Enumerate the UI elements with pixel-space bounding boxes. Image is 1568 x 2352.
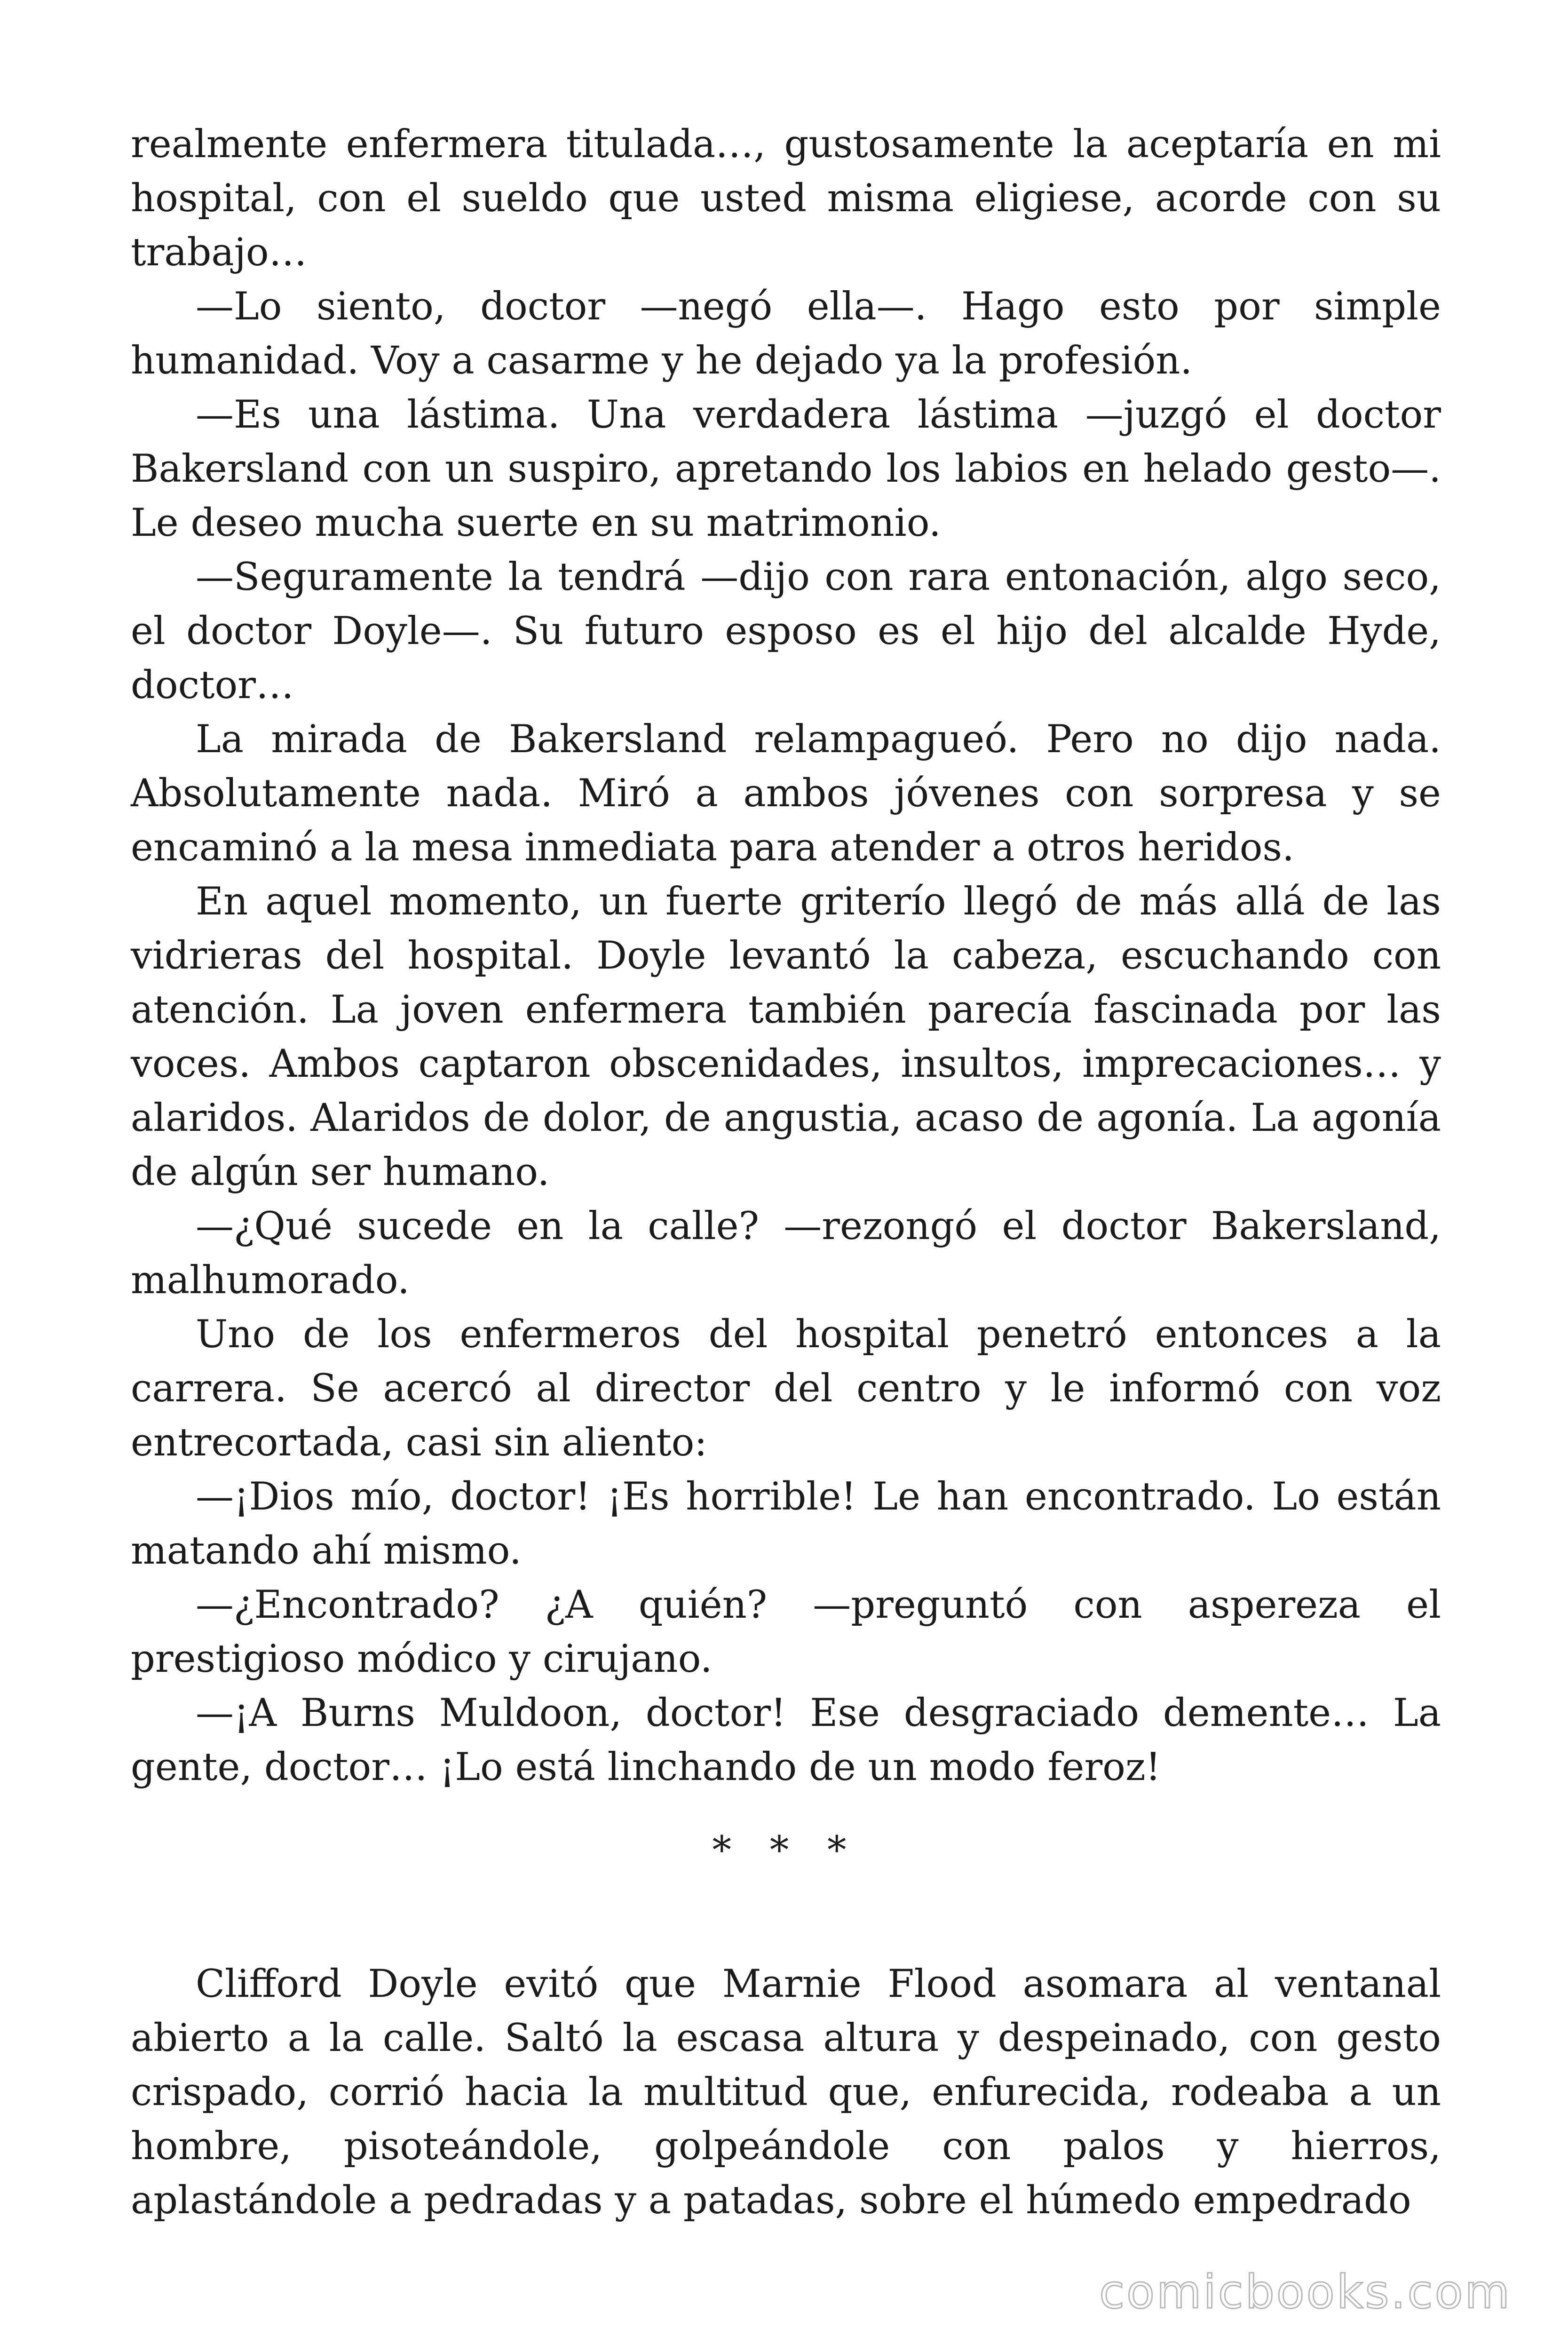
paragraph: La mirada de Bakersland relampagueó. Pero no dijo nada. Absolutamente nada. Miró a ambos jóvenes con sorpresa y se encaminó a la mesa inmediata para atender a otros heridos.	[131, 717, 1441, 870]
paragraph: —¡A Burns Muldoon, doctor! Ese desgraciado demente… La gente, doctor… ¡Lo está linchando de un modo feroz!	[131, 1691, 1441, 1789]
book-page	[131, 118, 1441, 2228]
paragraph: —¿Qué sucede en la calle? —rezongó el doctor Bakersland, malhumorado.	[131, 1204, 1441, 1303]
paragraph: —¡Dios mío, doctor! ¡Es horrible! Le han encontrado. Lo están matando ahí mismo.	[131, 1475, 1441, 1573]
paragraph: —Seguramente la tendrá —dijo con rara entonación, algo seco, el doctor Doyle—. Su futuro esposo es el hijo del alcalde Hyde, doctor…	[131, 555, 1441, 707]
text-block-after-break	[131, 1957, 1441, 2228]
scene-break: * * *	[712, 1828, 860, 1873]
paragraph: —Lo siento, doctor —negó ella—. Hago esto por simple humanidad. Voy a casarme y he dejado ya la profesión.	[131, 285, 1441, 383]
paragraph: realmente enfermera titulada…, gustosamente la aceptaría en mi hospital, con el sueldo que usted misma eligiese, acorde con su trabajo…	[131, 122, 1441, 275]
paragraph: Clifford Doyle evitó que Marnie Flood asomara al ventanal abierto a la calle. Saltó la escasa altura y despeinado, con gesto crispado, corrió hacia la multitud que, enfurecida, rodeaba a un hombre, pisoteándole, golpeándole con palos y hierros, aplastándole a pedradas y a patadas, sobre el húmedo empedrado	[131, 1962, 1441, 2223]
paragraph: Uno de los enfermeros del hospital penetró entonces a la carrera. Se acercó al director del centro y le informó con voz entrecortada, casi sin aliento:	[131, 1312, 1441, 1465]
text-block-before-break	[131, 118, 1441, 1795]
paragraph: En aquel momento, un fuerte griterío llegó de más allá de las vidrieras del hospital. Doyle levantó la cabeza, escuchando con atención. La joven enfermera también parecía fascinada por las voces. Ambos captaron obscenidades, insultos, imprecaciones… y alaridos. Alaridos de dolor, de angustia, acaso de agonía. La agonía de algún ser humano.	[131, 880, 1441, 1194]
watermark-text: comicbooks.com	[1099, 2265, 1512, 2319]
paragraph: —¿Encontrado? ¿A quién? —preguntó con aspereza el prestigioso módico y cirujano.	[131, 1583, 1441, 1681]
paragraph: —Es una lástima. Una verdadera lástima —juzgó el doctor Bakersland con un suspiro, apretando los labios en helado gesto—. Le deseo mucha suerte en su matrimonio.	[131, 393, 1441, 545]
